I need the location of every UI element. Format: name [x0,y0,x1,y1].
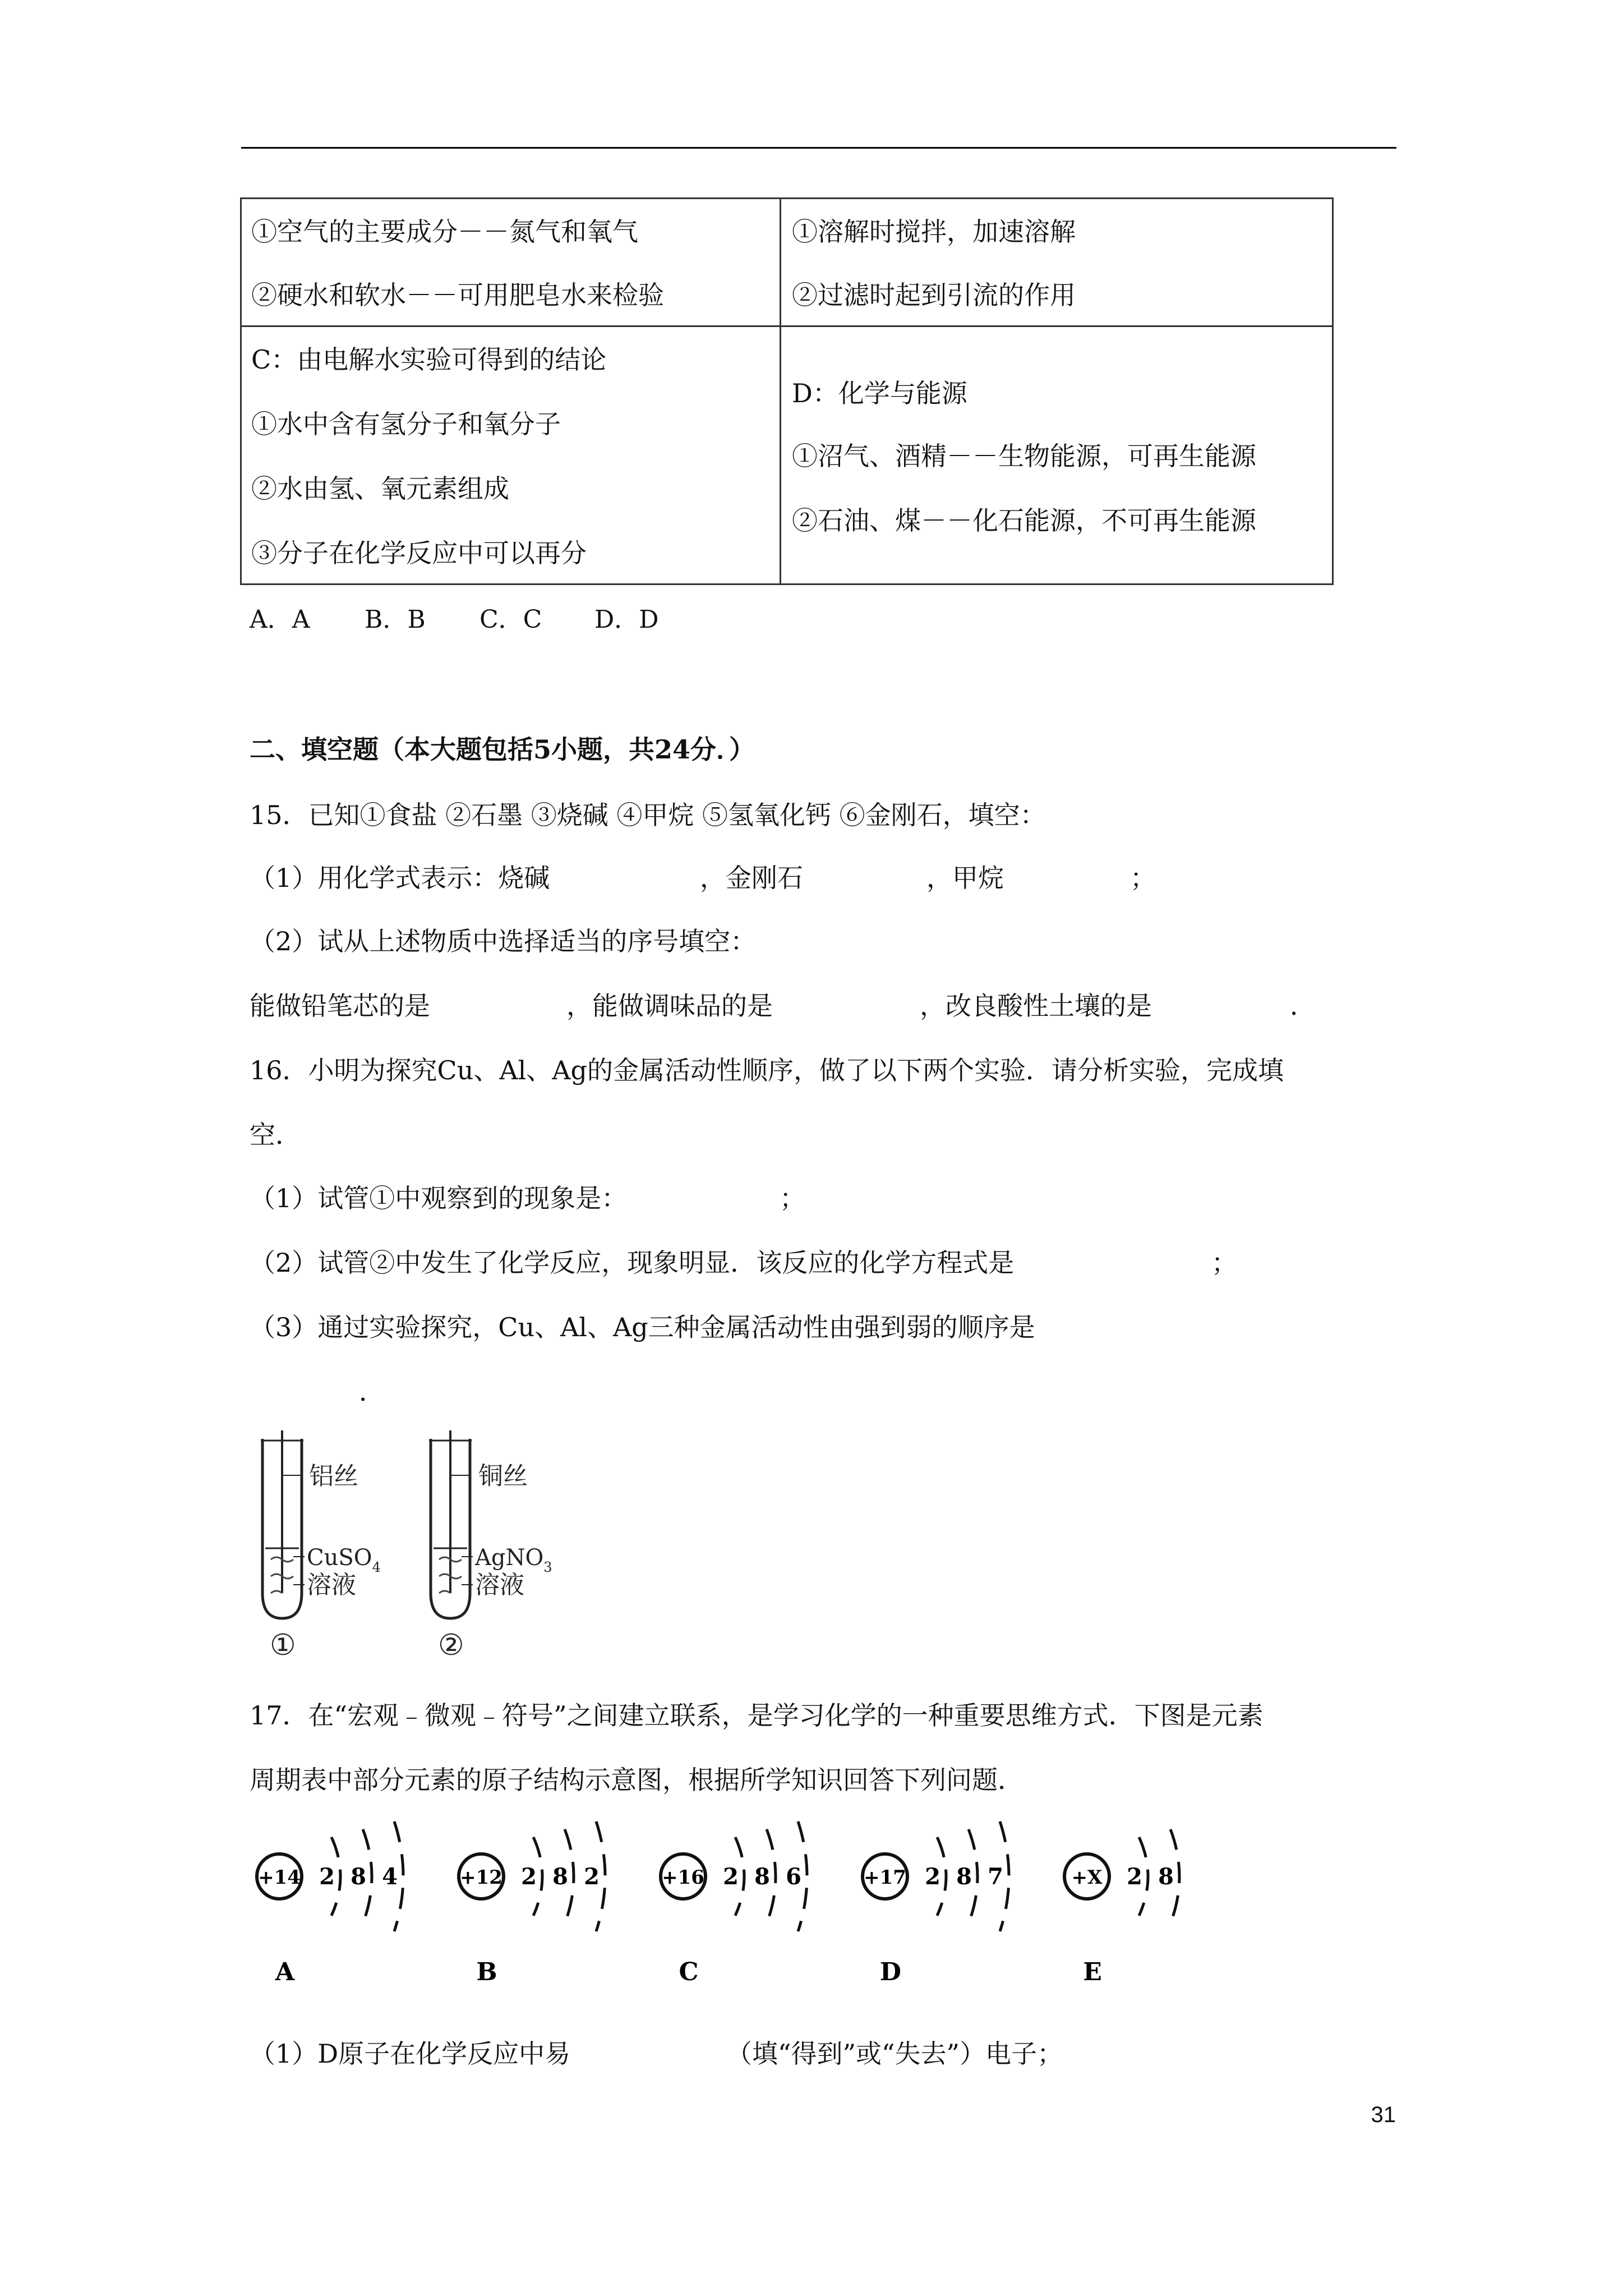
q16-part2-a: （2）试管②中发生了化学反应，现象明显．该反应的化学方程式是 [250,1248,1015,1278]
page-number: 31 [1371,2102,1396,2127]
test-tube-svg [248,1425,579,1667]
test-tube-1 [261,1430,305,1618]
option-c: C．C [479,605,542,634]
shell-electron-count: 2 [723,1864,739,1890]
table-border-middle [240,325,1334,327]
section-title: 二、填空题（本大题包括5小题，共24分．） [250,734,755,765]
shell-electron-count: 8 [956,1864,972,1890]
shell-electron-count: 6 [786,1864,801,1890]
q17-stem-line1: 17．在“宏观﹣微观﹣符号”之间建立联系，是学习化学的一种重要思维方式．下图是元素 [250,1700,1264,1731]
cell-b-line2: ②过滤时起到引流的作用 [792,280,1076,310]
tube2-number: ② [438,1628,464,1662]
q16-part3-end: ． [359,1377,385,1407]
q15-part3-a: 能做铅笔芯的是 [250,991,430,1021]
shell-electron-count: 2 [584,1864,600,1890]
atom-label: E [1083,1958,1102,1986]
q15-part1-d: ； [1130,863,1156,893]
q16-stem-line2: 空． [250,1120,301,1150]
q16-part1-b: ； [780,1183,805,1213]
atom-diagram-e [1064,1829,1179,1986]
q16-part1-a: （1）试管①中观察到的现象是： [250,1183,628,1213]
nucleus-charge: +12 [460,1866,502,1889]
shell-electron-count: 2 [521,1864,537,1890]
nucleus-charge: +17 [864,1866,906,1889]
tube1-solution-word: 溶液 [307,1571,356,1599]
q15-part3-c: ，改良酸性土壤的是 [920,991,1152,1021]
table-border-right [1332,197,1334,585]
tube1-solution-formula: CuSO [307,1545,372,1571]
q16-stem-line1: 16．小明为探究Cu、Al、Ag的金属活动性顺序，做了以下两个实验．请分析实验，完成填 [250,1055,1284,1085]
shell-electron-count: 2 [319,1864,335,1890]
q15-part1-b: ，金刚石 [700,863,803,893]
tube1-number: ① [270,1628,296,1662]
nucleus-charge: +16 [662,1866,704,1889]
shell-electron-count: 8 [552,1864,568,1890]
q16-part3: （3）通过实验探究，Cu、Al、Ag三种金属活动性由强到弱的顺序是 [250,1312,1035,1342]
shell-electron-count: 8 [754,1864,770,1890]
shell-electron-count: 4 [382,1864,398,1890]
table-border-top [240,197,1334,199]
test-tube-2 [429,1430,473,1618]
tube1-solution-subscript: 4 [372,1559,381,1575]
nucleus-charge: +14 [258,1866,301,1889]
cell-a-line2: ②硬水和软水－－可用肥皂水来检验 [251,280,664,310]
tube2-solution-subscript: 3 [543,1559,552,1575]
table-border-center [780,197,781,585]
atom-label: A [275,1958,295,1986]
cell-a-line1: ①空气的主要成分－－氮气和氧气 [251,217,638,247]
q15-stem: 15．已知①食盐 ②石墨 ③烧碱 ④甲烷 ⑤氢氧化钙 ⑥金刚石，填空： [250,800,1046,830]
tube2-solution-word: 溶液 [475,1571,524,1599]
option-a: A．A [250,605,310,634]
header-rule [241,147,1396,149]
shell-electron-count: 7 [988,1864,1003,1890]
atom-diagram-b [459,1821,605,1986]
q17-part1-a: （1）D原子在化学反应中易 [250,2039,571,2069]
shell-electron-count: 8 [351,1864,366,1890]
atom-label: B [476,1958,497,1986]
table-border-bottom [240,583,1334,585]
atom-diagram-d [863,1821,1009,1986]
cell-c-line2: ②水由氢、氧元素组成 [251,473,509,504]
q17-stem-line2: 周期表中部分元素的原子结构示意图，根据所学知识回答下列问题． [250,1765,1023,1795]
option-d: D．D [594,605,659,634]
tube2-wire-label: 铜丝 [478,1462,528,1490]
cell-b-line1: ①溶解时搅拌，加速溶解 [792,217,1076,247]
q15-part2: （2）试从上述物质中选择适当的序号填空： [250,926,757,956]
cell-d-line1: ①沼气、酒精－－生物能源，可再生能源 [792,441,1256,471]
tube1-wire-label: 铝丝 [309,1462,358,1490]
cell-c-line1: ①水中含有氢分子和氧分子 [251,409,561,439]
cell-d-title: D：化学与能源 [792,378,967,408]
q15-part3-b: ，能做调味品的是 [566,991,773,1021]
shell-electron-count: 2 [925,1864,940,1890]
tube2-solution-formula: AgNO [475,1545,544,1571]
q15-part3-d: ． [1290,991,1316,1021]
cell-d-line2: ②石油、煤－－化石能源，不可再生能源 [792,505,1256,536]
atom-diagrams-svg [248,1809,1174,1989]
table-border-left [240,197,242,585]
atomic-structure-figure [248,1809,1174,1989]
q16-part2-b: ； [1211,1248,1237,1278]
cell-c-line3: ③分子在化学反应中可以再分 [251,538,587,568]
cell-c-title: C：由电解水实验可得到的结论 [251,344,607,375]
option-b: B．B [365,605,426,634]
atom-diagram-a [257,1821,403,1986]
q17-part1-b: （填“得到”或“失去”）电子； [726,2039,1063,2069]
shell-electron-count: 8 [1158,1864,1174,1890]
shell-electron-count: 2 [1127,1864,1142,1890]
q15-part1-c: ，甲烷 [926,863,1004,893]
atom-label: C [679,1958,699,1986]
nucleus-charge: +X [1071,1866,1103,1889]
q15-part1-a: （1）用化学式表示：烧碱 [250,863,550,893]
atom-label: D [879,1958,902,1986]
atom-diagram-c [661,1821,807,1986]
test-tube-figure [248,1425,579,1667]
